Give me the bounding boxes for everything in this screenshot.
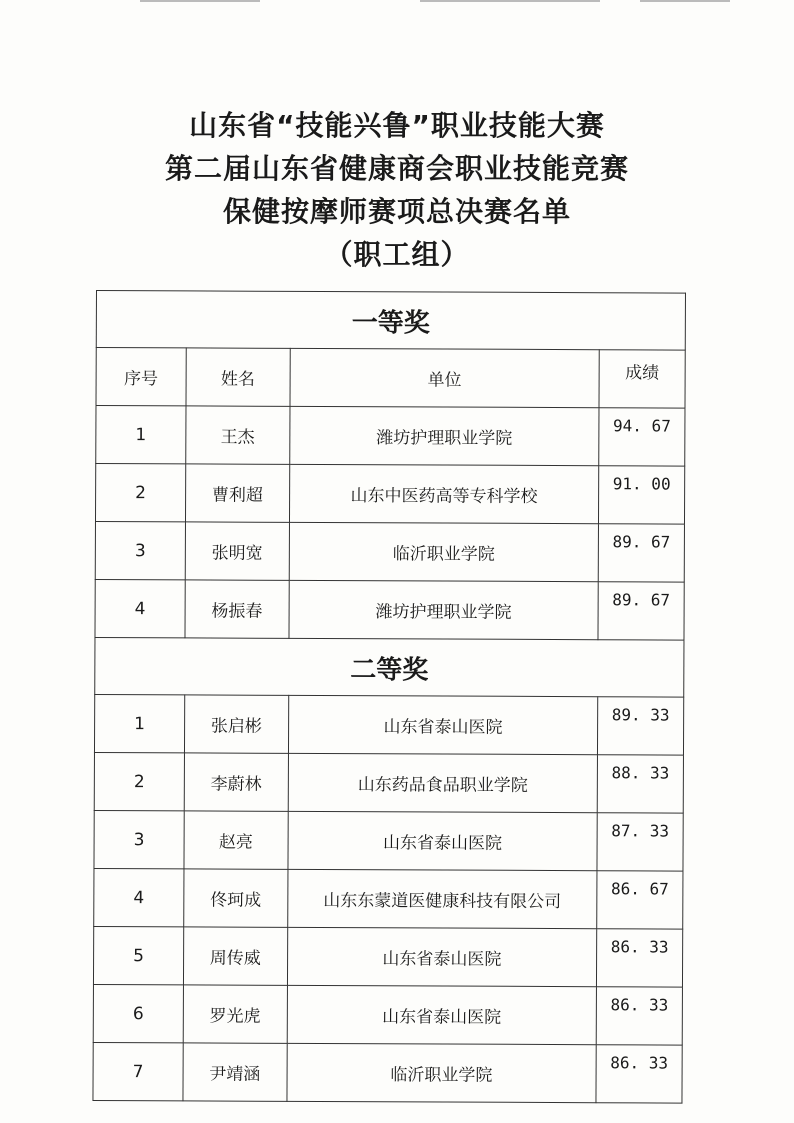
cell-score: 87. 33 (597, 813, 683, 871)
cell-unit: 潍坊护理职业学院 (289, 406, 599, 465)
table-header-row (96, 348, 685, 409)
cell-no: 6 (93, 984, 183, 1042)
table-row (95, 579, 684, 640)
cell-name: 张明宽 (185, 522, 289, 580)
cell-name: 李蔚林 (184, 753, 288, 811)
cell-unit: 潍坊护理职业学院 (289, 580, 599, 639)
cell-score: 94. 67 (599, 408, 685, 466)
cell-no: 4 (94, 868, 184, 926)
header-name: 姓名 (186, 348, 290, 406)
table-row (93, 984, 682, 1045)
table-row (93, 926, 682, 987)
cell-unit: 山东东蒙道医健康科技有限公司 (287, 869, 597, 928)
cell-name: 罗光虎 (183, 985, 287, 1043)
table-row (93, 1042, 682, 1103)
cell-score: 86. 33 (596, 1045, 682, 1103)
cell-score: 89. 67 (598, 524, 684, 582)
cell-unit: 山东中医药高等专科学校 (289, 464, 599, 523)
cell-score: 89. 33 (598, 697, 684, 755)
cell-unit: 临沂职业学院 (287, 1043, 597, 1102)
header-no: 序号 (96, 348, 186, 406)
table-row (94, 810, 683, 871)
table-row (95, 522, 684, 583)
cell-no: 1 (94, 694, 184, 752)
cell-no: 2 (95, 464, 185, 522)
cell-unit: 山东省泰山医院 (287, 927, 597, 986)
cell-score: 88. 33 (597, 755, 683, 813)
title-line-2: 第二届山东省健康商会职业技能竞赛 (164, 152, 629, 185)
cell-no: 1 (96, 406, 186, 464)
cell-score: 89. 67 (598, 582, 684, 640)
cell-no: 5 (93, 926, 183, 984)
table-row (95, 464, 684, 525)
cell-name: 尹靖涵 (183, 1043, 287, 1101)
cell-score: 86. 67 (597, 871, 683, 929)
cell-name: 王杰 (186, 406, 290, 464)
table-row (94, 868, 683, 929)
cell-name: 张启彬 (184, 695, 288, 753)
results-table (92, 290, 686, 1104)
cell-no: 4 (95, 579, 185, 637)
table-row (94, 752, 683, 813)
cell-name: 佟珂成 (184, 869, 288, 927)
cell-name: 赵亮 (184, 811, 288, 869)
title-line-1: 山东省“技能兴鲁”职业技能大赛 (189, 109, 605, 142)
cell-unit: 山东省泰山医院 (288, 695, 598, 754)
title-line-4: （职工组） (324, 238, 470, 271)
cell-unit: 山东药品食品职业学院 (288, 753, 598, 812)
table-row (94, 694, 683, 755)
document-title (0, 104, 794, 276)
cell-name: 杨振春 (185, 580, 289, 638)
cell-no: 3 (95, 522, 185, 580)
cell-name: 曹利超 (185, 464, 289, 522)
header-unit: 单位 (290, 348, 600, 407)
cell-unit: 临沂职业学院 (289, 522, 599, 581)
cell-name: 周传威 (183, 927, 287, 985)
cell-unit: 山东省泰山医院 (287, 985, 597, 1044)
cell-no: 2 (94, 752, 184, 810)
cell-no: 7 (93, 1042, 183, 1100)
cell-score: 86. 33 (596, 987, 682, 1045)
second-prize-heading: 二等奖 (95, 637, 684, 697)
cell-score: 91. 00 (599, 466, 685, 524)
cell-no: 3 (94, 810, 184, 868)
first-prize-heading-row (96, 291, 685, 351)
table-row (96, 406, 685, 467)
second-prize-heading-row (95, 637, 684, 697)
cell-score: 86. 33 (597, 929, 683, 987)
first-prize-heading: 一等奖 (96, 291, 685, 351)
title-line-3: 保健按摩师赛项总决赛名单 (222, 195, 571, 228)
header-score: 成绩 (599, 350, 685, 408)
cell-unit: 山东省泰山医院 (288, 811, 598, 870)
